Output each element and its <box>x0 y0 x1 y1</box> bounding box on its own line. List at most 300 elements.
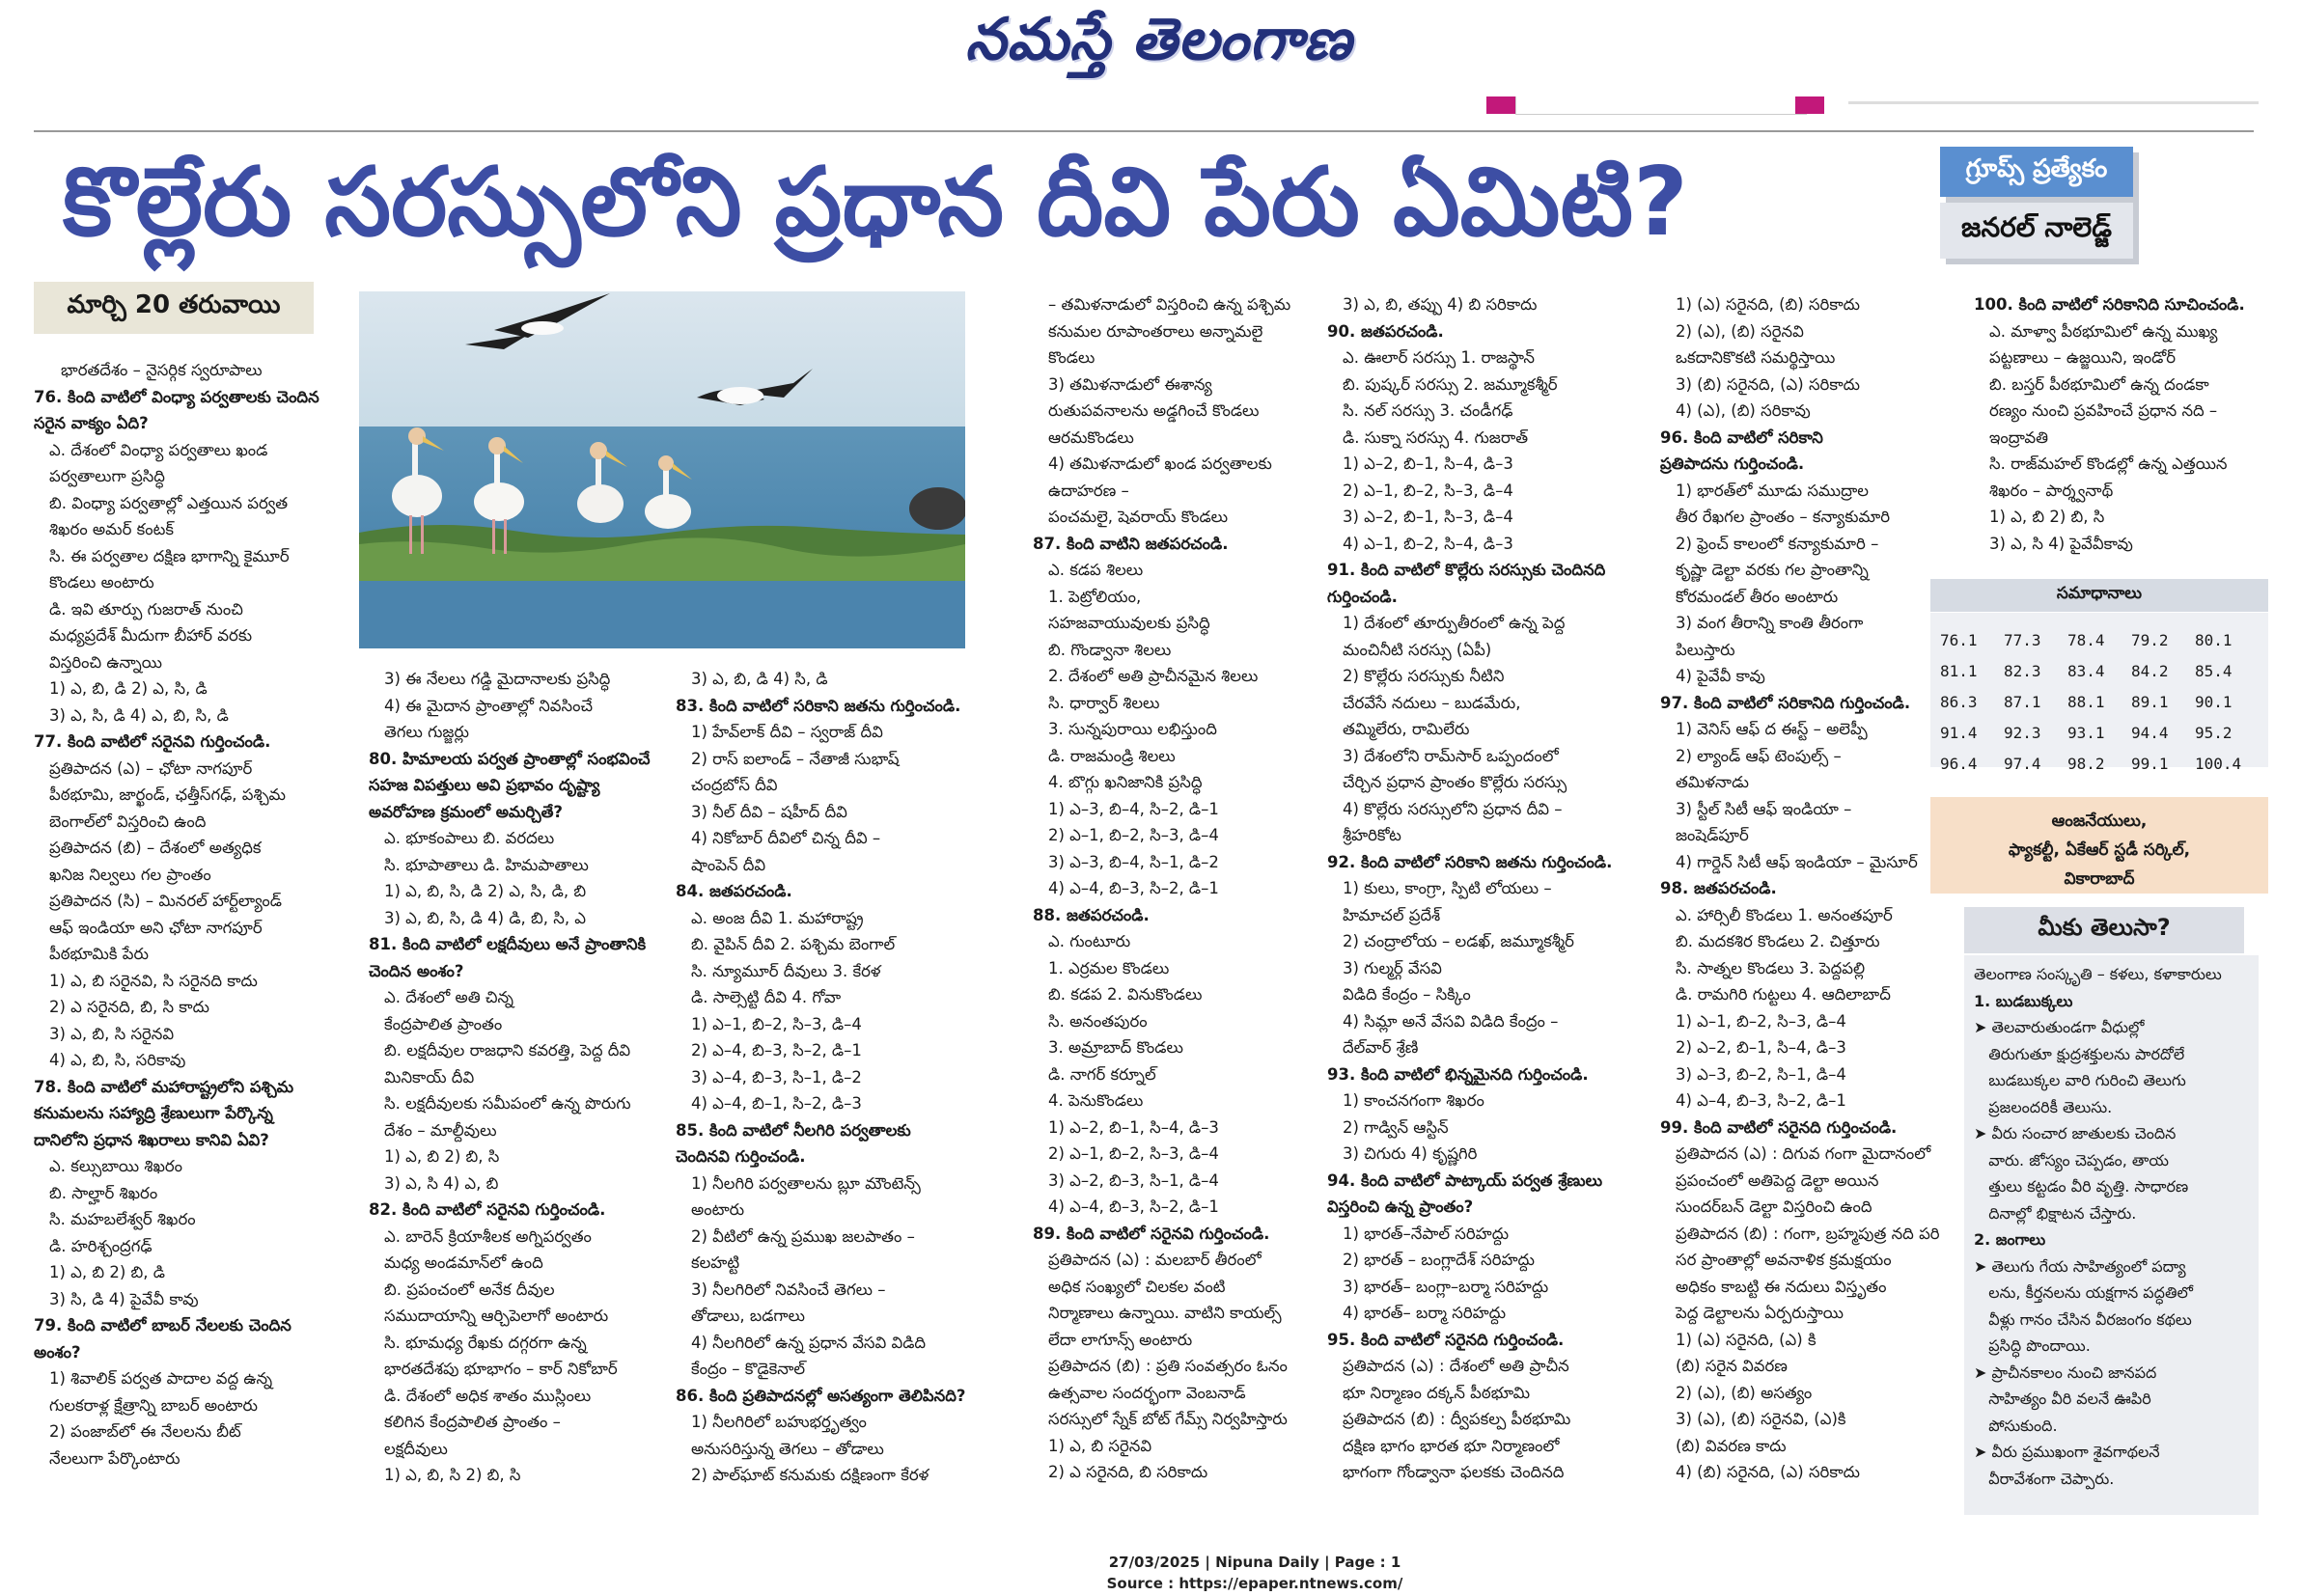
question-line: అంశం? <box>34 1342 81 1362</box>
did-you-know-line: 2. జంగాలు <box>1974 1230 2046 1249</box>
answer-cell: 87.1 <box>2004 693 2041 711</box>
answer-cell: 92.3 <box>2004 724 2041 742</box>
text-line: చేర్చిన ప్రధాన ప్రాంతం కొల్లేరు సరస్సు <box>1343 773 1567 791</box>
text-line: 3) ఎ, బి, తప్పు 4) బి సరికాదు <box>1343 295 1538 314</box>
did-you-know-line: బుడబుక్కల వారి గురించి తెలుగు <box>1974 1071 2186 1089</box>
did-you-know-line: ➤ వీరు సంచార జాతులకు చెందిన <box>1974 1124 2177 1142</box>
footer-source-line: Source : https://epaper.ntnews.com/ <box>1106 1575 1403 1592</box>
answer-cell: 97.4 <box>2004 755 2041 773</box>
text-line: 3) తమిళనాడులో ఈశాన్య <box>1048 374 1212 394</box>
text-line: 3) స్టీల్ సిటీ ఆఫ్ ఇండియా – <box>1676 799 1852 818</box>
text-line: డి. రామగిరి గుట్టలు 4. ఆదిలాబాద్ <box>1676 985 1891 1004</box>
text-line: కనుమల రూపాంతరాలు అన్నామలై <box>1048 321 1263 341</box>
text-line: 4) తమిళనాడులో ఖండ పర్వతాలకు <box>1048 454 1272 473</box>
text-line: 1) ఎ, బి 2) బి, సి <box>384 1147 500 1166</box>
text-line: ఆరమకొండలు <box>1048 427 1134 447</box>
text-line: 2) రాస్ ఐలాండ్ – నేతాజీ సుభాష్ <box>691 749 900 768</box>
text-line: సుందర్‌బన్ డెల్టా విస్తరించి ఉంది <box>1676 1197 1872 1216</box>
text-line: 1) ఎ–1, బి–2, సి–3, డి–4 <box>691 1014 862 1033</box>
answers-row <box>1940 687 2259 718</box>
text-line: 4) (బి) సరైనది, (ఎ) సరికాదు <box>1676 1463 1860 1481</box>
text-line: – తమిళనాడులో విస్తరించి ఉన్న పశ్చిమ <box>1048 295 1291 314</box>
text-line: ఖనిజ నిల్వలు గల ప్రాంతం <box>49 865 211 884</box>
did-you-know-line: తిరుగుతూ క్షుద్రశక్తులను పారదోలే <box>1974 1044 2185 1063</box>
text-line: తమిళనాడు <box>1676 773 1749 791</box>
storks-lake-illustration <box>359 291 965 648</box>
text-line: 3) సి, డి 4) పైవేవీ కావు <box>49 1289 199 1308</box>
question-line: 87. కింది వాటిని జతపరచండి. <box>1033 534 1229 553</box>
text-line: 2) పాల్‌ఘాట్ కనుమకు దక్షిణంగా కేరళ <box>691 1466 929 1484</box>
text-line: సర ప్రాంతాల్లో అవనాళిక క్రమక్షయం <box>1676 1251 1892 1269</box>
question-line: 99. కింది వాటిలో సరైనది గుర్తించండి. <box>1660 1117 1898 1137</box>
groups-special-tag: గ్రూప్స్ ప్రత్యేకం <box>1940 147 2133 197</box>
text-line: 1) వెనిస్ ఆఫ్ ద ఈస్ట్ – అలెప్పీ <box>1676 720 1868 738</box>
text-line: 1) నీలగిరిలో బహుభర్తృత్వం <box>691 1413 867 1431</box>
answer-cell: 91.4 <box>1940 724 1978 742</box>
question-line: అవరోహణ క్రమంలో అమర్చితే? <box>369 802 563 821</box>
footer-date-line: 27/03/2025 | Nipuna Daily | Page : 1 <box>1108 1554 1401 1571</box>
text-line: అంటారు <box>691 1200 745 1219</box>
text-line: ప్రతిపాదన (బి) : ద్వీపకల్ప పీఠభూమి <box>1343 1410 1571 1428</box>
column-4 <box>1033 291 1322 1486</box>
text-line: ఎ. కడప శిలలు <box>1048 561 1144 579</box>
did-you-know-line: ➤ తెలవారుతుండగా వీధుల్లో <box>1974 1018 2145 1036</box>
text-line: నేలలుగా పేర్కొంటారు <box>49 1448 180 1468</box>
text-line: డి. దేశంలో అధిక శాతం ముస్లింలు <box>384 1386 592 1405</box>
text-line: 3) నీల్ దీవి – షహీద్ దీవి <box>691 802 847 821</box>
question-line: గుర్తించండి. <box>1327 587 1398 606</box>
author-place: వికారాబాద్ <box>2064 869 2135 889</box>
storks-lake-photo <box>359 291 965 648</box>
text-line: 1. ఎర్రమల కొండలు <box>1048 958 1170 977</box>
question-line: 97. కింది వాటిలో సరికానిది గుర్తించండి. <box>1660 693 1911 712</box>
text-line: 3) భారత్– బంగ్లా–బర్మా సరిహద్దు <box>1343 1277 1549 1296</box>
text-line: 2) భారత్ – బంగ్లాదేశ్ సరిహద్దు <box>1343 1251 1535 1269</box>
text-line: బి. బస్తర్ పీఠభూమిలో ఉన్న దండకా <box>1989 374 2209 394</box>
text-line: ఉదాహరణ – <box>1048 481 1129 500</box>
answer-cell: 88.1 <box>2067 693 2105 711</box>
text-line: ప్రతిపాదన (బి) : గంగా, బ్రహ్మపుత్ర నది పరి <box>1676 1224 1940 1243</box>
text-line: 3) ఎ–2, బి–3, సి–1, డి–4 <box>1048 1170 1219 1190</box>
text-line: రణ్యం నుంచి ప్రవహించే ప్రధాన నది – <box>1989 401 2218 420</box>
text-line: 3) దేశంలోని రామ్‌సార్ ఒప్పందంలో <box>1343 746 1559 765</box>
text-line: 4) గార్డెన్ సిటీ ఆఫ్ ఇండియా – మైసూర్ <box>1676 852 1918 871</box>
text-line: బి. వైపిన్ దీవి 2. పశ్చిమ బెంగాల్ <box>691 935 896 953</box>
text-line: 2) ఎ–1, బి–2, సి–3, డి–4 <box>1343 481 1513 500</box>
text-line: పిలుస్తారు <box>1676 640 1735 659</box>
text-line: 3. అమ్రాబాద్ కొండలు <box>1048 1038 1183 1057</box>
question-line: 91. కింది వాటిలో కొల్లేరు సరస్సుకు చెందినది <box>1327 561 1606 579</box>
text-line: డి. సాల్సెట్టి దీవి 4. గోవా <box>691 988 842 1006</box>
text-line: కోరమండల్ తీరం అంటారు <box>1676 587 1839 606</box>
answer-cell: 89.1 <box>2131 693 2169 711</box>
text-line: బి. పుష్కర్ సరస్సు 2. జమ్మూకశ్మీర్ <box>1343 374 1558 394</box>
answer-cell: 96.4 <box>1940 755 1978 773</box>
text-line: ప్రతిపాదన (బి) : ప్రతి సంవత్సరం ఓనం <box>1048 1357 1288 1375</box>
answer-cell: 94.4 <box>2131 724 2169 742</box>
text-line: 1) (ఎ) సరైనది, (ఎ) కి <box>1676 1330 1817 1349</box>
question-line: 76. కింది వాటిలో వింధ్యా పర్వతాలకు చెందిన <box>34 387 319 406</box>
text-line: ప్రతిపాదన (ఎ) : దిగువ గంగా మైదానంలో <box>1676 1144 1931 1163</box>
text-line: 4) ఎ–4, బి–1, సి–2, డి–3 <box>691 1094 862 1113</box>
text-line: దేశం – మాల్దీవులు <box>384 1120 497 1140</box>
text-line: 2) వీటిలో ఉన్న ప్రముఖ జలపాతం – <box>691 1226 915 1246</box>
text-line: 4) (ఎ), (బి) సరికావు <box>1676 401 1811 420</box>
answer-cell: 100.4 <box>2195 755 2242 773</box>
question-line: కనుమలను సహ్యాద్రి శ్రేణులుగా పేర్కొన్న <box>34 1104 273 1122</box>
text-line: విస్తరించి ఉన్నాయి <box>49 652 162 672</box>
answer-cell: 98.2 <box>2067 755 2105 773</box>
text-line: షాంపెన్ దీవి <box>691 855 766 874</box>
text-line: 4) నికోబార్ దీవిలో చిన్న దీవి – <box>691 829 881 847</box>
text-line: 3) గుల్మర్గ్ వేసవి <box>1343 958 1442 977</box>
text-line: 4) ఎ–4, బి–3, సి–2, డి–1 <box>1048 1197 1219 1216</box>
text-line: 1) (ఎ) సరైనది, (బి) సరికాదు <box>1676 295 1860 314</box>
text-line: 3) (బి) సరైనది, (ఎ) సరికాదు <box>1676 374 1860 394</box>
column-3 <box>676 666 975 1489</box>
text-line: మినికాయ్ దీవి <box>384 1067 475 1087</box>
text-line: ఎ. కల్సుబాయి శిఖరం <box>49 1157 183 1175</box>
text-line: 1) శివాలిక్ పర్వత పాదాల వద్ద ఉన్న <box>49 1369 273 1388</box>
text-line: శ్రీహరికోట <box>1343 826 1401 844</box>
text-line: 3. సున్నపురాయి లభిస్తుంది <box>1048 720 1217 738</box>
text-line: 2. దేశంలో అతి ప్రాచీనమైన శిలలు <box>1048 667 1259 685</box>
text-line: 1) భారత్–నేపాల్ సరిహద్దు <box>1343 1224 1510 1243</box>
text-line: 4. పెనుకొండలు <box>1048 1091 1144 1110</box>
answers-title: సమాధానాలు <box>1930 579 2268 612</box>
text-line: ఎ. దేశంలో వింధ్యా పర్వతాలు ఖండ <box>49 440 268 459</box>
did-you-know-line: వీరావేశంగా చెప్పారు. <box>1974 1469 2115 1488</box>
text-line: బి. గొండ్వానా శిలలు <box>1048 640 1172 659</box>
did-you-know-line: తెలంగాణ సంస్కృతి – కళలు, కళాకారులు <box>1974 965 2222 983</box>
column-1 <box>34 357 343 1472</box>
did-you-know-line: పోసుకుంది. <box>1974 1416 2058 1435</box>
text-line: అనుసరిస్తున్న తెగలు – తోడాలు <box>691 1439 884 1458</box>
text-line: ఎ. దేశంలో అతి చిన్న <box>384 988 514 1006</box>
text-line: సి. రాజ్‌మహల్ కొండల్లో ఉన్న ఎత్తయిన <box>1989 454 2228 473</box>
text-line: 2) ఎ–4, బి–3, సి–2, డి–1 <box>691 1041 862 1059</box>
text-line: 3) వంగ తీరాన్ని కాంతి తీరంగా <box>1676 614 1864 632</box>
did-you-know-line: ప్రజలందరికీ తెలుసు. <box>1974 1097 2113 1116</box>
text-line: 3) చిగురు 4) కృష్ణగిరి <box>1343 1144 1478 1163</box>
question-line: ప్రతిపాదను గుర్తించండి. <box>1660 454 1805 473</box>
text-line: కృష్ణా డెల్టా వరకు గల ప్రాంతాన్ని <box>1676 561 1869 579</box>
text-line: 4) నీలగిరిలో ఉన్న ప్రధాన వేసవి విడిది <box>691 1333 927 1352</box>
text-line: డి. నాగర్ కర్నూల్ <box>1048 1064 1156 1084</box>
question-line: 94. కింది వాటిలో పాట్కాయ్ పర్వత శ్రేణులు <box>1327 1170 1603 1190</box>
top-rule <box>34 130 2254 132</box>
text-line: 1. పెట్రోలియం, <box>1048 587 1142 606</box>
answer-cell: 93.1 <box>2067 724 2105 742</box>
question-line: 85. కింది వాటిలో నీలగిరి పర్వతాలకు <box>676 1120 911 1140</box>
text-line: డి. రాజమండ్రి శిలలు <box>1048 746 1176 765</box>
text-line: ఎ. అంజ దీవి 1. మహారాష్ట్ర <box>691 908 864 927</box>
text-line: దక్షిణ భాగం భారత భూ నిర్మాణంలో <box>1343 1436 1560 1455</box>
text-line: కలహట్టి <box>691 1253 740 1272</box>
text-line: హిమాచల్ ప్రదేశ్ <box>1343 905 1441 924</box>
text-line: బి. ప్రపంచంలో అనేక దీవుల <box>384 1280 555 1299</box>
text-line: లేదా లాగూన్స్ అంటారు <box>1048 1330 1193 1349</box>
text-line: మంచినీటి సరస్సు (ఏపీ) <box>1343 640 1492 659</box>
text-line: సి. ఈ పర్వతాల దక్షిణ భాగాన్ని కైమూర్ <box>49 546 290 565</box>
text-line: 3) ఈ నేలలు గడ్డి మైదానాలకు ప్రసిద్ధి <box>384 670 611 688</box>
text-line: 2) (ఎ), (బి) అసత్యం <box>1676 1383 1813 1402</box>
text-line: 2) ల్యాండ్ ఆఫ్ టెంపుల్స్ – <box>1676 746 1842 765</box>
text-line: శిఖరం – పార్శ్వనాథ్ <box>1989 481 2114 500</box>
text-line: ఒకదానికొకటి సమర్థిస్తాయి <box>1676 348 1836 367</box>
text-line: సి. మహబలేశ్వర్ శిఖరం <box>49 1210 196 1228</box>
text-line: జంషెడ్‌పూర్ <box>1676 826 1749 844</box>
text-line: భారతదేశం – నైసర్గిక స్వరూపాలు <box>61 361 263 379</box>
text-line: 4) ఈ మైదాన ప్రాంతాల్లో నివసించే <box>384 696 594 715</box>
text-line: కేంద్రపాలిత ప్రాంతం <box>384 1014 503 1033</box>
question-line: 92. కింది వాటిలో సరికాని జతను గుర్తించండి. <box>1327 852 1613 871</box>
answer-cell: 86.3 <box>1940 693 1978 711</box>
text-line: 4) ఎ, బి, సి, సరికావు <box>49 1051 186 1069</box>
text-line: బి. వింధ్యా పర్వతాల్లో ఎత్తయిన పర్వత <box>49 493 289 512</box>
question-line: 84. జతపరచండి. <box>676 882 792 900</box>
answer-cell: 90.1 <box>2195 693 2233 711</box>
text-line: 3) ఎ, బి, సి సరైనవి <box>49 1024 175 1043</box>
text-line: (బి) వివరణ కాదు <box>1676 1436 1787 1455</box>
text-line: పర్వతాలుగా ప్రసిద్ధి <box>49 467 165 485</box>
text-line: 1) కులు, కాంగ్రా, స్పిటి లోయలు – <box>1343 879 1552 897</box>
answers-row <box>1940 718 2259 749</box>
text-line: తెగలు గుజ్జర్లు <box>384 723 469 741</box>
text-line: కేంద్రం – కొడైకెనాల్ <box>691 1360 806 1378</box>
text-line: 2) ఎ–1, బి–2, సి–3, డి–4 <box>1048 826 1219 844</box>
general-knowledge-tag: జనరల్ నాలెడ్జ్ <box>1940 203 2133 259</box>
text-line: 1) ఎ, బి 2) బి, సి <box>1989 508 2105 526</box>
did-you-know-line: వీళ్లు గానం చేసిన వీరజంగం కథలు <box>1974 1309 2192 1329</box>
text-line: ప్రతిపాదన (ఎ) – ఛోటా నాగపూర్ <box>49 758 253 778</box>
text-line: అధికం కాబట్టి ఈ నదులు విస్తృతం <box>1676 1277 1887 1296</box>
text-line: 4) ఎ–4, బి–3, సి–2, డి–1 <box>1676 1091 1846 1110</box>
text-line: ఇంద్రావతి <box>1989 427 2049 447</box>
answer-cell: 79.2 <box>2131 631 2169 649</box>
text-line: 1) ఎ, బి 2) బి, డి <box>49 1263 165 1281</box>
question-line: 95. కింది వాటిలో సరైనది గుర్తించండి. <box>1327 1330 1565 1349</box>
text-line: సహజవాయువులకు ప్రసిద్ధి <box>1048 614 1210 632</box>
answer-cell: 83.4 <box>2067 662 2105 680</box>
answer-cell: 82.3 <box>2004 662 2041 680</box>
column-5 <box>1327 291 1636 1486</box>
text-line: సముదాయాన్ని ఆర్చిపెలాగో అంటారు <box>384 1307 609 1325</box>
text-line: 3) ఎ, సి, డి 4) ఎ, బి, సి, డి <box>49 705 229 725</box>
text-line: 2) చంద్రాలోయ – లడఖ్, జమ్మూకశ్మీర్ <box>1343 932 1574 950</box>
text-line: అధిక సంఖ్యలో చిలకల వంటి <box>1048 1277 1226 1296</box>
answer-cell: 85.4 <box>2195 662 2233 680</box>
text-line: ప్రతిపాదన (ఎ) : దేశంలో అతి ప్రాచీన <box>1343 1357 1569 1375</box>
text-line: 4) పైవేవీ కావు <box>1676 667 1765 685</box>
text-line: 1) ఎ, బి సరైనవి, సి సరైనది కాదు <box>49 971 258 990</box>
text-line: భారతదేశపు భూభాగం – కార్ నికోబార్ <box>384 1360 618 1378</box>
text-line: పెద్ద డెల్టాలను ఏర్పరుస్తాయి <box>1676 1304 1844 1322</box>
question-line: 93. కింది వాటిలో భిన్నమైనది గుర్తించండి. <box>1327 1064 1589 1084</box>
text-line: 4) ఎ–1, బి–2, సి–4, డి–3 <box>1343 534 1513 553</box>
text-line: 2) ఎ–1, బి–2, సి–3, డి–4 <box>1048 1144 1219 1163</box>
answers-row <box>1940 749 2259 780</box>
text-line: సి. అనంతపురం <box>1048 1011 1148 1031</box>
text-line: దేల్‌వార్ శ్రేణి <box>1343 1038 1419 1057</box>
answers-row <box>1940 625 2259 656</box>
text-line: భాగంగా గోండ్వానా ఫలకకు చెందినది <box>1343 1463 1565 1481</box>
did-you-know-text <box>1974 961 2254 1492</box>
did-you-know-line: లను, కీర్తనలను యక్షగాన పద్ధతిలో <box>1974 1283 2193 1302</box>
text-line: ప్రతిపాదన (ఎ) : మలబార్ తీరంలో <box>1048 1251 1262 1269</box>
question-line: 81. కింది వాటిలో లక్షదీవులు అనే ప్రాంతానికి <box>369 935 647 953</box>
text-line: డి. ఇవి తూర్పు గుజరాత్ నుంచి <box>49 599 243 619</box>
question-line: చెందినవి గుర్తించండి. <box>676 1147 806 1166</box>
did-you-know-line: ప్రసిద్ధి పొందాయి. <box>1974 1336 2091 1355</box>
text-line: పంచమలై, షెవరాయ్ కొండలు <box>1048 508 1229 526</box>
text-line: 1) ఎ–1, బి–2, సి–3, డి–4 <box>1676 1011 1846 1031</box>
text-line: ప్రతిపాదన (బి) – దేశంలో అత్యధిక <box>49 839 262 857</box>
text-line: సి. ధార్వార్ శిలలు <box>1048 693 1160 712</box>
text-line: 4) సిమ్లా అనే వేసవి విడిది కేంద్రం – <box>1343 1011 1559 1031</box>
text-line: ఎ. భూకంపాలు బి. వరదలు <box>384 829 555 847</box>
text-line: 2) ఫ్రెంచ్ కాలంలో కన్యాకుమారి – <box>1676 534 1879 553</box>
author-credit <box>1930 797 2268 894</box>
answers-grid <box>1940 625 2259 780</box>
text-line: లక్షదీవులు <box>384 1439 448 1458</box>
text-line: 3) ఎ, బి, సి, డి 4) డి, బి, సి, ఎ <box>384 908 587 927</box>
text-line: 1) కాంచనగంగా శిఖరం <box>1343 1091 1484 1110</box>
text-line: 1) ఎ–2, బి–1, సి–4, డి–3 <box>1048 1117 1219 1137</box>
question-line: 98. జతపరచండి. <box>1660 879 1777 897</box>
did-you-know-line: త్తులు కట్టడం వీరి వృత్తి. సాధారణ <box>1974 1177 2189 1196</box>
text-line: 2) ఎ–2, బి–1, సి–4, డి–3 <box>1676 1038 1846 1057</box>
text-line: 1) భారత్‌లో మూడు సముద్రాల <box>1676 481 1869 500</box>
answers-row <box>1940 656 2259 687</box>
did-you-know-line: దినాల్లో భిక్షాటన చేస్తారు. <box>1974 1203 2137 1223</box>
question-line: 86. కింది ప్రతిపాదనల్లో అసత్యంగా తెలిపినది? <box>676 1386 966 1405</box>
did-you-know-line: వారు. జోస్యం చెప్పడం, తాయ <box>1974 1150 2169 1169</box>
question-line: 83. కింది వాటిలో సరికాని జతను గుర్తించండి. <box>676 696 961 715</box>
text-line: శిఖరం అమర్ కంటక్ <box>49 520 174 538</box>
question-line: సహజ విపత్తులు అవి ప్రభావం దృష్ట్యా <box>369 776 600 794</box>
question-line: 78. కింది వాటిలో మహారాష్ట్రలోని పశ్చిమ <box>34 1077 294 1096</box>
text-line: విడిది కేంద్రం – సిక్కిం <box>1343 985 1471 1004</box>
text-line: ప్రతిపాదన (సి) – మినరల్ హార్ట్‌ల్యాండ్ <box>49 892 282 910</box>
text-line: 2) ఎ సరైనది, బి, సి కాదు <box>49 998 209 1016</box>
text-line: పీఠభూమికి పేరు <box>49 945 149 963</box>
answer-cell: 77.3 <box>2004 631 2041 649</box>
text-line: భూ నిర్మాణం దక్కన్ పీఠభూమి <box>1343 1383 1531 1402</box>
question-line: సరైన వాక్యం ఏది? <box>34 414 149 432</box>
text-line: ఎ. బారెన్ క్రియాశీలక అగ్నిపర్వతం <box>384 1226 592 1246</box>
column-2 <box>369 666 658 1489</box>
question-line: 89. కింది వాటిలో సరైనవి గుర్తించండి. <box>1033 1224 1270 1243</box>
text-line: బి. మదకశిర కొండలు 2. చిత్తూరు <box>1676 932 1880 950</box>
text-line: సి. న్యూమూర్ దీవులు 3. కేరళ <box>691 961 881 980</box>
text-line: 1) నీలగిరి పర్వతాలను బ్లూ మౌంటెన్స్ <box>691 1173 921 1193</box>
text-line: చేరవేసే నదులు – బుడమేరు, <box>1343 693 1521 712</box>
question-line: విస్తరించి ఉన్న ప్రాంతం? <box>1327 1197 1474 1216</box>
text-line: 4) ఎ–4, బి–3, సి–2, డి–1 <box>1048 879 1219 897</box>
question-line: 77. కింది వాటిలో సరైనవి గుర్తించండి. <box>34 732 271 751</box>
text-line: 3) ఎ–3, బి–2, సి–1, డి–4 <box>1676 1064 1846 1084</box>
text-line: ఉత్సవాల సందర్భంగా వెంబనాడ్ <box>1048 1383 1246 1402</box>
text-line: కలిగిన కేంద్రపాలిత ప్రాంతం – <box>384 1413 561 1431</box>
text-line: సి. భూమధ్య రేఖకు దగ్గరగా ఉన్న <box>384 1333 587 1352</box>
text-line: 3) నీలగిరిలో నివసించే తెగలు – <box>691 1280 886 1299</box>
text-line: రుతుపవనాలను అడ్డగించే కొండలు <box>1048 401 1260 420</box>
question-line: చెందిన అంశం? <box>369 961 464 980</box>
text-line: బెంగాల్‌లో విస్తరించి ఉంది <box>49 812 207 831</box>
page-headline: కొల్లేరు సరస్సులోని ప్రధాన దీవి పేరు ఏమిటి? <box>63 148 1688 258</box>
text-line: తమ్మిలేరు, రామిలేరు <box>1343 720 1470 738</box>
did-you-know-line: సాహిత్యం వీరి వలనే ఊపిరి <box>1974 1390 2151 1408</box>
answer-cell: 80.1 <box>2195 631 2233 649</box>
masthead-divider <box>1848 101 2259 104</box>
text-line: సి. భూపాతాలు డి. హిమపాతాలు <box>384 855 589 874</box>
did-you-know-line: ➤ ప్రాచీనకాలం నుంచి జానపద <box>1974 1362 2157 1382</box>
text-line: చంద్రబోస్ దీవి <box>691 776 778 794</box>
column-7 <box>1974 291 2273 557</box>
text-line: డి. హరిశ్చంద్రగఢ్ <box>49 1236 153 1255</box>
question-line: 96. కింది వాటిలో సరికాని <box>1660 427 1823 447</box>
text-line: డి. సుక్నా సరస్సు 4. గుజరాత్ <box>1343 427 1529 447</box>
newspaper-logo: నమస్తే తెలంగాణ <box>965 6 1353 73</box>
question-line: 100. కింది వాటిలో సరికానిది సూచించండి. <box>1974 295 2245 314</box>
text-line: పట్టణాలు – ఉజ్జయిని, ఇండోర్ <box>1989 348 2176 367</box>
text-line: ఎ. మాళ్వా పీఠభూమిలో ఉన్న ముఖ్య <box>1989 321 2218 341</box>
text-line: 1) ఎ–2, బి–1, సి–4, డి–3 <box>1343 454 1513 473</box>
text-line: 1) దేశంలో తూర్పుతీరంలో ఉన్న పెద్ద <box>1343 614 1566 632</box>
did-you-know-title: మీకు తెలుసా? <box>1964 907 2244 953</box>
text-line: 2) పంజాబ్‌లో ఈ నేలలను బీట్ <box>49 1422 241 1441</box>
text-line: సి. లక్షదీవులకు సమీపంలో ఉన్న పొరుగు <box>384 1094 631 1113</box>
text-line: కొండలు అంటారు <box>49 573 154 592</box>
text-line: మధ్యప్రదేశ్ మీదుగా బీహార్ వరకు <box>49 626 253 645</box>
answer-cell: 84.2 <box>2131 662 2169 680</box>
question-line: 80. హిమాలయ పర్వత ప్రాంతాల్లో సంభవించే <box>369 749 651 768</box>
did-you-know-line: ➤ వీరు ప్రముఖంగా శైవగాథలనే <box>1974 1443 2160 1461</box>
answer-cell: 76.1 <box>1940 631 1978 649</box>
text-line: 2) ఎ సరైనది, బి సరికాదు <box>1048 1463 1208 1481</box>
text-line: కొండలు <box>1048 348 1096 367</box>
text-line: సరస్సులో స్నేక్ బోట్ గేమ్స్ నిర్వహిస్తారు <box>1048 1410 1288 1428</box>
answer-cell: 99.1 <box>2131 755 2169 773</box>
text-line: సి. సాత్నల కొండలు 3. పెద్దపల్లి <box>1676 958 1866 977</box>
page-footer <box>965 1552 1544 1594</box>
text-line: 3) (ఎ), (బి) సరైనవి, (ఎ)కి <box>1676 1410 1846 1428</box>
text-line: నిర్మాణాలు ఉన్నాయి. వాటిని కాయల్స్ <box>1048 1304 1282 1322</box>
text-line: మధ్య అండమాన్‌లో ఉంది <box>384 1253 543 1272</box>
text-line: ఎ. గుంటూరు <box>1048 932 1131 950</box>
text-line: 1) ఎ, బి, డి 2) ఎ, సి, డి <box>49 679 208 698</box>
answer-cell: 78.4 <box>2067 631 2105 649</box>
text-line: 3) ఎ, బి, డి 4) సి, డి <box>691 670 828 688</box>
text-line: ఎ. హార్సిలీ కొండలు 1. అనంతపూర్ <box>1676 905 1893 924</box>
author-affiliation: ఫ్యాకల్టీ, ఏకేఆర్ స్టడీ సర్కిల్, <box>2008 840 2191 860</box>
text-line: బి. సాల్హార్ శిఖరం <box>49 1183 158 1202</box>
author-name: ఆంజనేయులు, <box>2051 812 2148 831</box>
continuation-tag: మార్చి 20 తరువాయి <box>34 282 314 334</box>
text-line: 1) హేవ్‌లాక్ దీవి – స్వరాజ్ దీవి <box>691 723 883 741</box>
text-line: పీఠభూమి, జార్ఖండ్, ఛత్తీస్‌గఢ్, పశ్చిమ <box>49 785 287 804</box>
text-line: 2) గాడ్విన్ ఆస్టిన్ <box>1343 1117 1449 1137</box>
question-line: 79. కింది వాటిలో బాబర్ నేలలకు చెందిన <box>34 1316 291 1335</box>
question-line: 90. జతపరచండి. <box>1327 321 1444 341</box>
text-line: ఆఫ్ ఇండియా అని ఛోటా నాగపూర్ <box>49 918 263 937</box>
masthead-accent-right <box>1795 96 1824 114</box>
answer-cell: 95.2 <box>2195 724 2233 742</box>
did-you-know-line: 1. బుడబుక్కలు <box>1974 991 2073 1010</box>
text-line: 1) ఎ–3, బి–4, సి–2, డి–1 <box>1048 799 1219 818</box>
masthead-accent-left <box>1486 96 1515 114</box>
